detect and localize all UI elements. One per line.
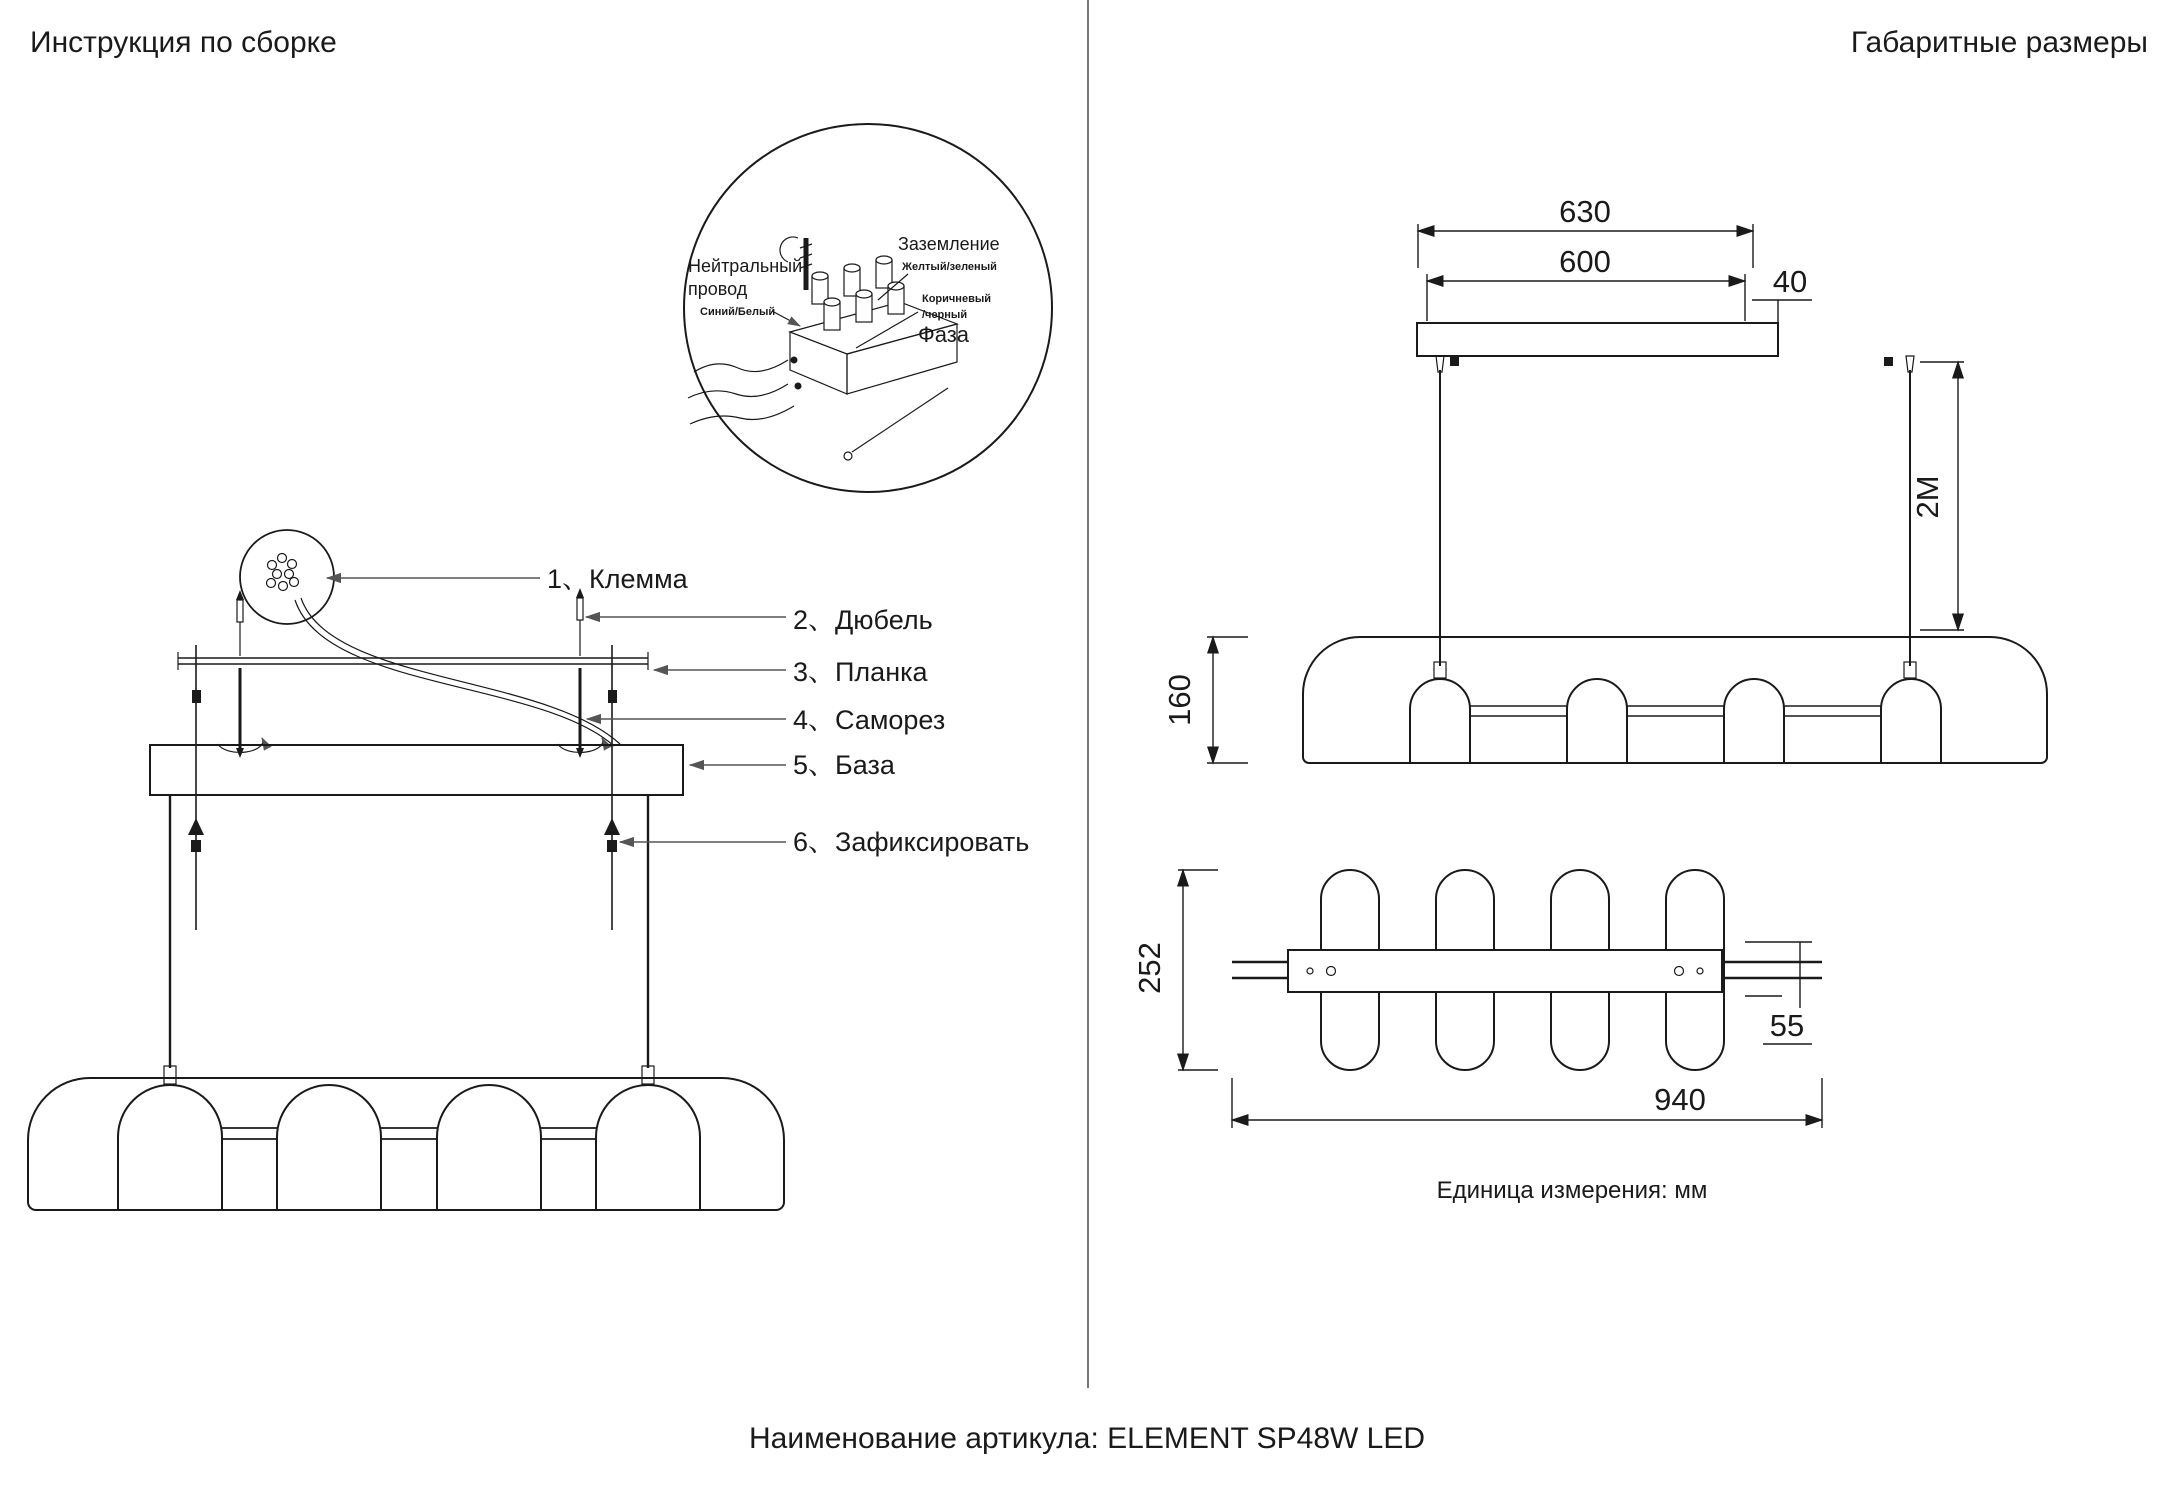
dim-252 [1132, 870, 1218, 1070]
dim-160 [1162, 637, 1248, 763]
dim-630-value: 630 [1559, 194, 1611, 229]
phase-label: Фаза [918, 322, 970, 347]
wiring-inset [684, 124, 1052, 492]
parts-callouts [327, 564, 1029, 857]
wires-drawing [688, 357, 802, 425]
dim-2m-value: 2M [1910, 475, 1945, 519]
dim-40-value: 40 [1772, 264, 1808, 299]
part-label-baza: 5、База [793, 750, 895, 780]
dim-600 [1427, 244, 1745, 321]
lamp-side-view [1303, 637, 2047, 763]
part-label-planka: 3、Планка [793, 657, 928, 687]
canopy-plate-drawing [1417, 323, 1778, 356]
part-label-samorez: 4、Саморез [793, 705, 946, 735]
ground-wire-color: Желтый/зеленый [902, 261, 997, 273]
lamp-top-view [1232, 870, 1822, 1070]
assembly-diagram [28, 530, 1029, 1210]
phase-wire-color-line1: Коричневый [922, 293, 991, 305]
left-page-title: Инструкция по сборке [30, 26, 337, 59]
dim-2m [1910, 362, 1964, 630]
phase-wire-color-line2: /черный [922, 309, 968, 321]
mounting-plank-drawing [178, 652, 648, 670]
dim-55-value: 55 [1769, 1008, 1805, 1043]
article-name-footer: Наименование артикула: ELEMENT SP48W LED [748, 1422, 1426, 1455]
dim-252-value: 252 [1132, 942, 1167, 994]
right-page-title: Габаритные размеры [1850, 26, 2148, 59]
dim-55 [1745, 942, 1812, 1044]
dim-940 [1232, 1078, 1822, 1128]
part-label-dyubel: 2、Дюбель [793, 605, 933, 635]
neutral-wire-color: Синий/Белый [700, 306, 776, 318]
ground-label: Заземление [898, 234, 1000, 254]
dim-160-value: 160 [1162, 674, 1197, 726]
neutral-wire-label-line2: провод [688, 279, 748, 299]
terminal-detail-circle [240, 530, 620, 746]
right-fasteners [558, 588, 620, 930]
lamp-body-drawing [28, 1066, 784, 1210]
base-drawing [150, 745, 683, 795]
part-label-klemma: 1、Клемма [547, 564, 688, 594]
front-view-dimensions [1162, 194, 2047, 763]
dim-940-value: 940 [1654, 1082, 1706, 1117]
top-view-dimensions [1132, 870, 1822, 1204]
left-fasteners [188, 590, 263, 930]
dim-600-value: 600 [1559, 244, 1611, 279]
neutral-wire-label-line1: Нейтральный [688, 256, 803, 276]
dim-40 [1752, 264, 1812, 322]
units-note: Единица измерения: мм [1436, 1177, 1708, 1204]
part-label-zafiksirovat: 6、Зафиксировать [793, 827, 1030, 857]
